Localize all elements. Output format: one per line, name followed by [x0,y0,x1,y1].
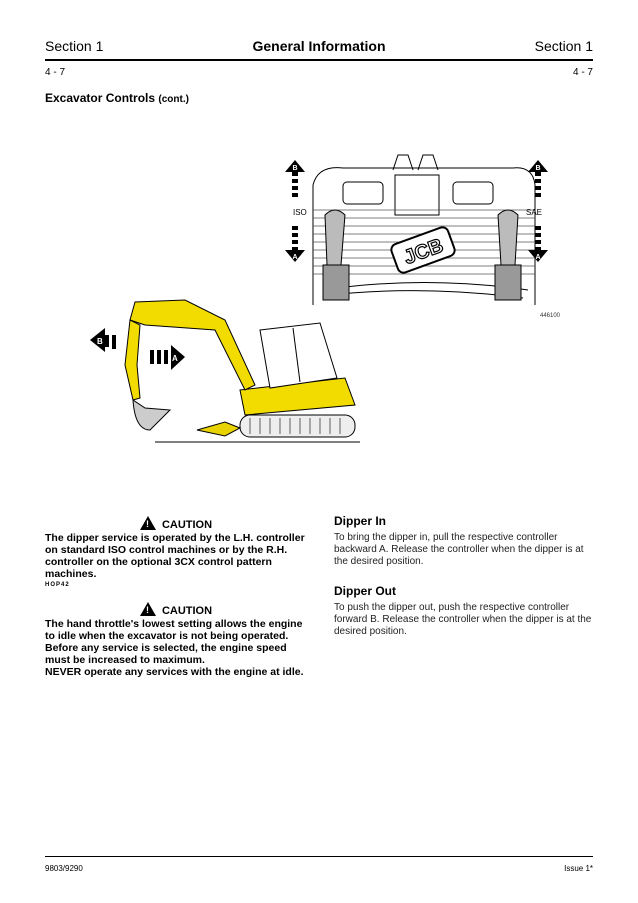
caution-2-line: The hand throttle's lowest setting allows the engine [45,618,303,630]
caution-heading-2-text: CAUTION [161,605,213,617]
page-number-left: 4 - 7 [45,67,66,78]
dipper-in-line: backward A. Release the controller when the dipper is at [334,544,584,555]
page-title [45,91,189,105]
figure-reference: 446100 [540,313,561,319]
dipper-out-line: desired position. [334,626,407,637]
footer-rule [45,856,593,857]
excavator-illustration [75,290,365,450]
page-title-cont: (cont.) [158,94,189,105]
dipper-in-heading: Dipper In [334,514,387,528]
direction-b-arrow [90,328,116,352]
caution-1-line: controller on the optional 3CX control pattern [45,556,272,568]
warning-icon [140,602,156,616]
caution-1-line: The dipper service is operated by the L.H. controller [45,532,305,544]
header-rule [45,59,593,61]
caution-2-line: must be increased to maximum. [45,654,205,666]
label-sae: SAE [526,208,543,217]
dipper-in-text [334,532,594,568]
caution-heading-1 [45,516,307,531]
caution-2-line: NEVER operate any services with the engine at idle. [45,666,304,678]
label-a-excavator: A [172,354,178,363]
label-b-left: B [292,165,298,172]
dipper-out-line: forward B. Release the controller when the dipper is at the [334,614,592,625]
label-iso: ISO [293,208,307,217]
svg-text:JCB: JCB [401,234,447,270]
label-b-excavator: B [97,337,103,346]
dipper-in-line: To bring the dipper in, pull the respective controller [334,532,558,543]
caution-body-2 [45,618,307,678]
caution-code: HOP42 [45,582,70,588]
footer-doc-number: 9803/9290 [45,864,83,873]
warning-icon [140,516,156,530]
footer-issue: Issue 1* [564,864,593,873]
label-a-left: A [292,254,298,261]
caution-2-line: to idle when the excavator is not being operated. [45,630,289,642]
header-section-left: Section 1 [45,38,104,54]
header-section-right: Section 1 [534,38,593,54]
page-title-main: Excavator Controls [45,91,156,105]
dipper-out-heading: Dipper Out [334,584,396,598]
caution-1-line: on standard ISO control machines or by the R.H. [45,544,288,556]
dipper-out-text [334,602,594,638]
controls-illustration [283,150,563,308]
dipper-out-line: To push the dipper out, push the respective controller [334,602,570,613]
caution-1-line: machines. [45,568,97,580]
jcb-logo [390,226,457,275]
caution-heading-1-text: CAUTION [161,519,213,531]
dipper-in-line: the desired position. [334,556,424,567]
header-title: General Information [252,38,386,54]
caution-body-1 [45,532,307,580]
caution-2-line: Before any service is selected, the engine speed [45,642,287,654]
caution-heading-2 [45,602,307,617]
label-a-right: A [535,254,541,261]
page-number-right: 4 - 7 [572,67,593,78]
label-b-right: B [535,165,541,172]
direction-a-arrow [150,345,185,370]
